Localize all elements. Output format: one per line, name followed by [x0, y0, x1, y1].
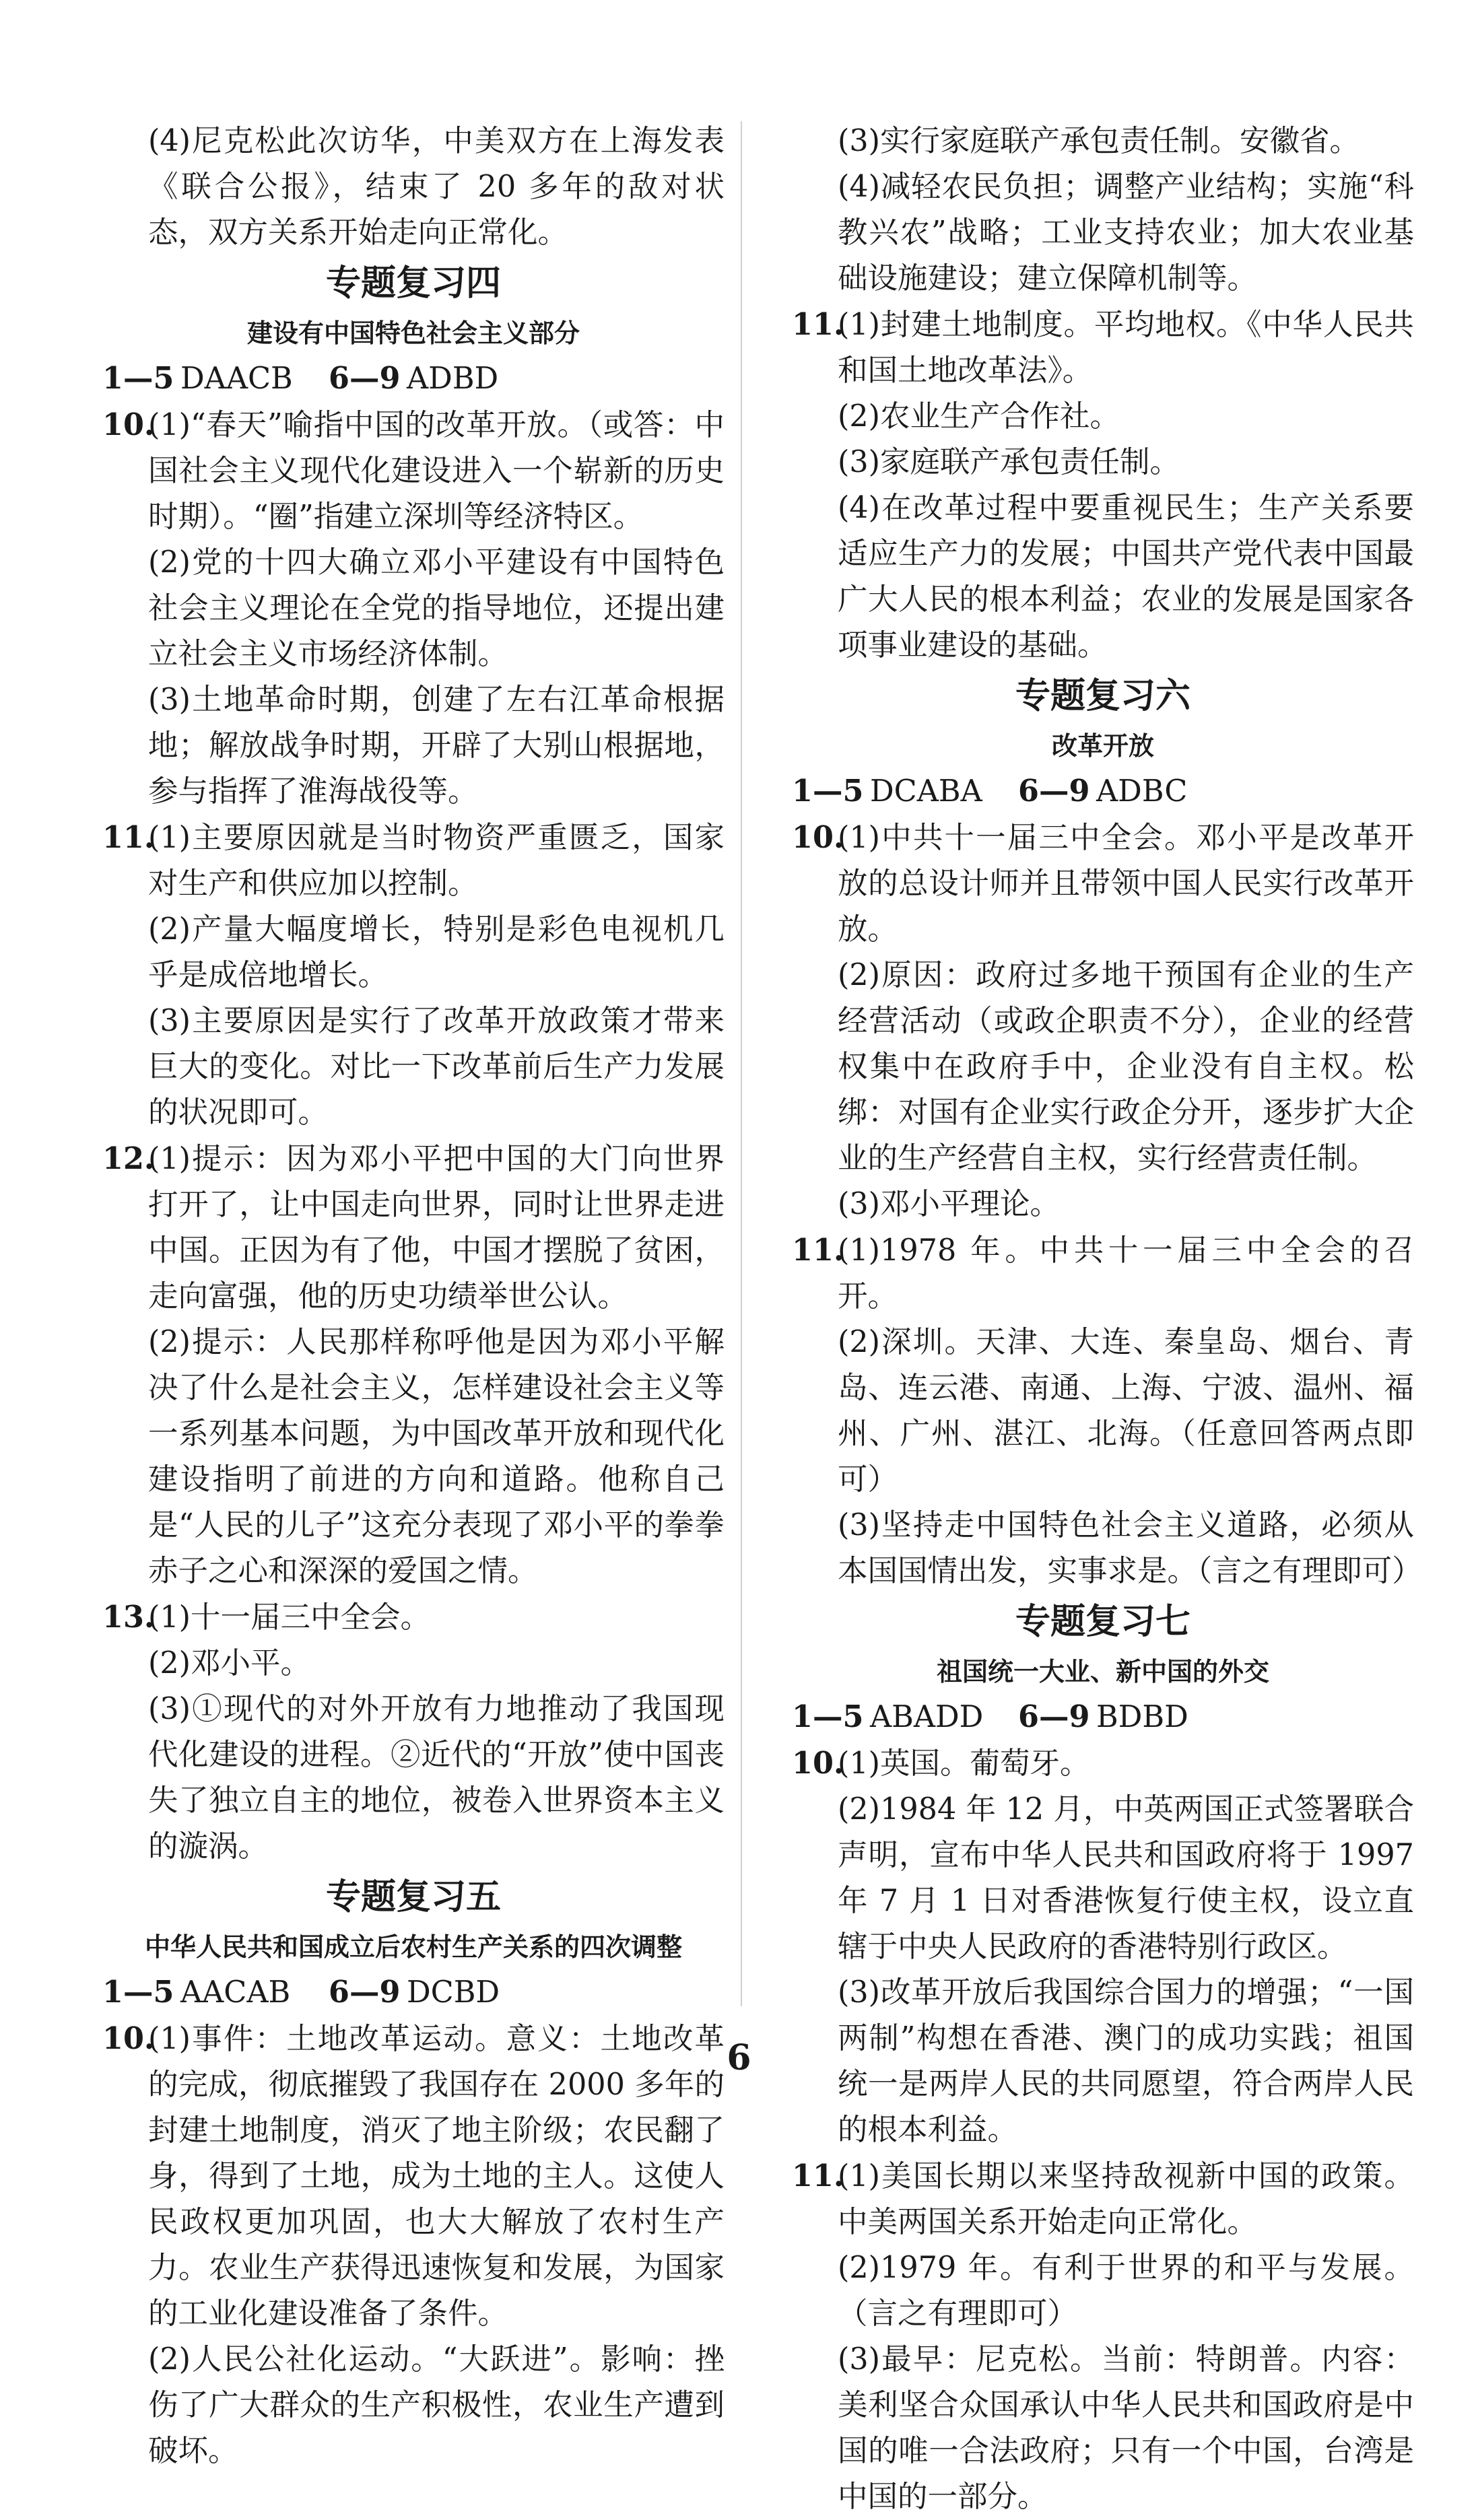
s5-mc-ans-a: AACAB: [180, 1975, 291, 2010]
s5-q11-part2: (2)农业生产合作社。: [838, 399, 1120, 434]
s6-q10: [792, 815, 1414, 1227]
s7-q10-part1: (1)英国。葡萄牙。: [838, 1746, 1090, 1781]
s7-mc-ans-b: BDBD: [1096, 1700, 1188, 1734]
s4-q10-part3: (3)土地革命时期，创建了左右江革命根据地；解放战争时期，开辟了大别山根据地，参与指挥了淮海战役等。: [148, 683, 725, 809]
s7-q10-number: 10.: [792, 1746, 844, 1781]
s5-q11-part4: (4)在改革过程中要重视民生；生产关系要适应生产力的发展；中国共产党代表中国最广大人民的根本利益；农业的发展是国家各项事业建设的基础。: [838, 491, 1414, 662]
s4-mc-range-b: 6—9: [329, 361, 401, 396]
s6-q10-number: 10.: [792, 820, 844, 855]
s4-q10-part1: (1)“春天”喻指中国的改革开放。（或答：中国社会主义现代化建设进入一个崭新的历史时期）。“圈”指建立深圳等经济特区。: [148, 408, 725, 534]
s6-mc-ans-b: ADBC: [1096, 774, 1188, 809]
s7-mc-ans-a: ABADD: [870, 1700, 984, 1734]
s5-mc-range-a: 1—5: [102, 1975, 174, 2010]
s7-q11: [792, 2153, 1414, 2520]
s6-q10-part1: (1)中共十一届三中全会。邓小平是改革开放的总设计师并且带领中国人民实行改革开放。: [838, 821, 1414, 947]
s4-q12-number: 12.: [102, 1141, 155, 1176]
s6-mc-range-a: 1—5: [792, 774, 864, 809]
s6-q11-part3: (3)坚持走中国特色社会主义道路，必须从本国国情出发，实事求是。（言之有理即可）: [838, 1508, 1422, 1588]
s7-q11-part1: (1)美国长期以来坚持敌视新中国的政策。中美两国关系开始走向正常化。: [838, 2159, 1414, 2239]
s7-q10: [792, 1740, 1414, 2153]
s4-q13: [102, 1594, 725, 1870]
s6-q11-part2: (2)深圳。天津、大连、秦皇岛、烟台、青岛、连云港、南通、上海、宁波、温州、福州、广州、湛江、北海。（任意回答两点即可）: [838, 1325, 1414, 1497]
s4-title: 专题复习四: [325, 263, 501, 304]
s4-q12-part2: (2)提示：人民那样称呼他是因为邓小平解决了什么是社会主义，怎样建设社会主义等一系列基本问题，为中国改革开放和现代化建设指明了前进的方向和道路。他称自己是“人民的儿子”这充分表现了邓小平的拳拳赤子之心和深深的爱国之情。: [148, 1325, 725, 1588]
left-column: [102, 118, 725, 2474]
s4-q10: [102, 402, 725, 815]
s4-mc-answers: [102, 355, 725, 402]
s4-q10-number: 10.: [102, 407, 155, 442]
s4-q11-part2: (2)产量大幅度增长，特别是彩色电视机几乎是成倍地增长。: [148, 912, 725, 992]
s5-q11-part1: (1)封建土地制度。平均地权。《中华人民共和国土地改革法》。: [838, 308, 1414, 388]
s4-q11-number: 11.: [102, 820, 155, 855]
s5-q11-part3: (3)家庭联产承包责任制。: [838, 445, 1180, 479]
s5-title: 专题复习五: [325, 1877, 501, 1917]
s5-mc-ans-b: DCBD: [407, 1975, 500, 2010]
s5-q10: [102, 2016, 725, 2474]
s6-mc-ans-a: DCABA: [870, 774, 982, 809]
s6-q11: [792, 1227, 1422, 1594]
s5-q10-part1: (1)事件：土地改革运动。意义：土地改革的完成，彻底摧毁了我国存在 2000 多年的封建土地制度，消灭了地主阶级；农民翻了身，得到了土地，成为土地的主人。这使人民政权更加巩固，也大大解放了农村生产力。农业生产获得迅速恢复和发展，为国家的工业化建设准备了条件。: [148, 2022, 725, 2331]
s6-q10-part3: (3)邓小平理论。: [838, 1187, 1061, 1221]
s7-q11-part2: (2)1979 年。有利于世界的和平与发展。（言之有理即可）: [838, 2251, 1414, 2331]
s7-q10-part2: (2)1984 年 12 月，中英两国正式签署联合声明，宣布中华人民共和国政府将于 1997 年 7 月 1 日对香港恢复行使主权，设立直辖于中央人民政府的香港特别行政区。: [838, 1792, 1414, 1964]
s5-q11-number: 11.: [792, 307, 844, 342]
s4-q11: [102, 815, 725, 1136]
s7-q11-number: 11.: [792, 2158, 844, 2193]
s4-mc-range-a: 1—5: [102, 361, 174, 396]
s6-mc-answers: [792, 768, 1414, 815]
column-divider: [741, 121, 742, 2006]
s7-subtitle: 祖国统一大业、新中国的外交: [936, 1657, 1269, 1687]
s4-q11-part1: (1)主要原因就是当时物资严重匮乏，国家对生产和供应加以控制。: [148, 821, 725, 901]
s6-title: 专题复习六: [1015, 676, 1190, 716]
s6-mc-range-b: 6—9: [1018, 774, 1090, 809]
s7-q11-part3: (3)最早：尼克松。当前：特朗普。内容：美利坚合众国承认中华人民共和国政府是中国的唯一合法政府；只有一个中国，台湾是中国的一部分。: [838, 2342, 1414, 2514]
s4-prev-answer: (4)尼克松此次访华，中美双方在上海发表《联合公报》，结束了 20 多年的敌对状态，双方关系开始走向正常化。: [148, 124, 725, 250]
s7-title: 专题复习七: [1015, 1602, 1190, 1642]
s6-q11-part1: (1)1978 年。中共十一届三中全会的召开。: [838, 1233, 1414, 1314]
s7-mc-range-a: 1—5: [792, 1699, 864, 1734]
s5-q10-continued: [792, 118, 1414, 302]
s4-q13-number: 13.: [102, 1600, 155, 1635]
s7-mc-answers: [792, 1694, 1414, 1740]
right-column: [792, 118, 1422, 2520]
s5-mc-range-b: 6—9: [329, 1975, 401, 2010]
s4-q10-part2: (2)党的十四大确立邓小平建设有中国特色社会主义理论在全党的指导地位，还提出建立社会主义市场经济体制。: [148, 545, 725, 671]
s4-q11-part3: (3)主要原因是实行了改革开放政策才带来巨大的变化。对比一下改革前后生产力发展的状况即可。: [148, 1004, 725, 1130]
s6-q11-number: 11.: [792, 1233, 844, 1268]
s6-subtitle: 改革开放: [1051, 731, 1154, 761]
s4-q13-part3: (3)①现代的对外开放有力地推动了我国现代化建设的进程。②近代的“开放”使中国丧失了独立自主的地位，被卷入世界资本主义的漩涡。: [148, 1692, 725, 1864]
s5-mc-answers: [102, 1969, 725, 2016]
s6-q10-part2: (2)原因：政府过多地干预国有企业的生产经营活动（或政企职责不分），企业的经营权集中在政府手中，企业没有自主权。松绑：对国有企业实行政企分开，逐步扩大企业的生产经营自主权，实行经营责任制。: [838, 958, 1414, 1176]
s4-q12: [102, 1136, 725, 1594]
s7-mc-range-b: 6—9: [1018, 1699, 1090, 1734]
s4-q13-part2: (2)邓小平。: [148, 1646, 311, 1680]
s5-subtitle: 中华人民共和国成立后农村生产关系的四次调整: [144, 1932, 682, 1962]
s7-q10-part3: (3)改革开放后我国综合国力的增强；“一国两制”构想在香港、澳门的成功实践；祖国统一是两岸人民的共同愿望，符合两岸人民的根本利益。: [838, 1975, 1414, 2147]
s5-q10-number: 10.: [102, 2021, 155, 2056]
s4-subtitle: 建设有中国特色社会主义部分: [246, 318, 580, 348]
s5-q10-part3: (3)实行家庭联产承包责任制。安徽省。: [838, 124, 1360, 158]
s4-q13-part1: (1)十一届三中全会。: [148, 1600, 431, 1635]
s4-q12-part1: (1)提示：因为邓小平把中国的大门向世界打开了，让中国走向世界，同时让世界走进中国。正因为有了他，中国才摆脱了贫困，走向富强，他的历史功绩举世公认。: [148, 1142, 725, 1314]
s5-q10-part4: (4)减轻农民负担；调整产业结构；实施“科教兴农”战略；工业支持农业；加大农业基础设施建设；建立保障机制等。: [838, 170, 1414, 296]
s5-q11: [792, 302, 1414, 669]
s4-mc-ans-b: ADBD: [407, 362, 499, 396]
page-number: 6: [727, 2037, 751, 2078]
s4-mc-ans-a: DAACB: [180, 362, 293, 396]
s5-q10-part2: (2)人民公社化运动。“大跃进”。影响：挫伤了广大群众的生产积极性，农业生产遭到破坏。: [148, 2342, 725, 2468]
